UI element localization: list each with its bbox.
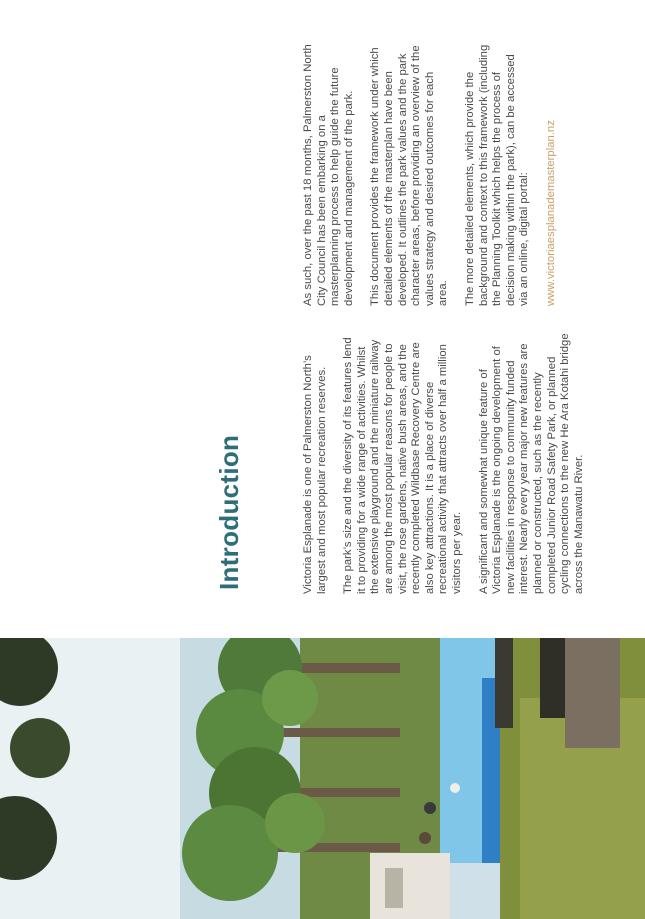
masterplan-link[interactable]: www.victoriaesplanademasterplan.nz [544, 120, 557, 306]
page-title: Introduction [214, 434, 244, 590]
paragraph: The more detailed elements, which provide the background and context to this framework (including the Planning Toolkit which helps the process of decision making within the park), can be accessed via an online, digital portal: [463, 44, 531, 306]
paragraph: This document provides the framework under which detailed elements of the masterplan have been developed. It outlines the park values and the park character areas, before providing an overview of the values strategy and desired outcomes for each area. [369, 45, 450, 306]
park-photo [0, 638, 645, 919]
text-column-1 [302, 332, 599, 594]
paragraph: The park’s size and the diversity of its features lend it to providing for a wide range of activities. Whilst the extensive playground and the miniature railway are among the most popular reasons for people to visit, the rose gardens, native bush areas, and the recently completed Wildbase Recovery Centre are also key attractions. It is a place of diverse recreational activity that attracts over half a million visitors per year. [342, 337, 463, 594]
paragraph: As such, over the past 18 months, Palmerston North City Council has been embarking on a masterplanning process to help guide the future development and management of the park. [302, 44, 355, 306]
text-column-2 [302, 44, 572, 306]
paragraph: A significant and somewhat unique feature of Victoria Esplanade is the ongoing development of new facilities in response to community funded interest. Nearly every year major new features are planned or constructed, such as the recently completed Junior Road Safety Park, or planned cycling connections to the new He Ara Kotahi bridge across the Manawatu River. [477, 333, 585, 594]
paragraph: Victoria Esplanade is one of Palmerston North’s largest and most popular recreation reserves. [302, 355, 328, 594]
park-photo-illustration [0, 638, 645, 919]
